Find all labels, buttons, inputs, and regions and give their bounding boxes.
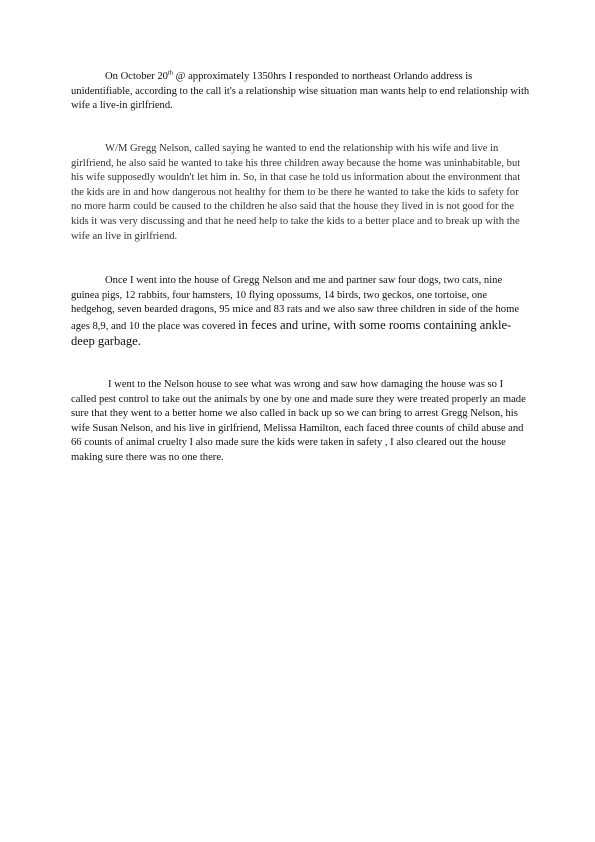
paragraph-call-details: [71, 70, 531, 114]
paragraph-actions-taken-text: I went to the Nelson house to see what was wrong and saw how damaging the house was so I called pest control to take out the animals by one by one and made sure they were treated properly an made sure that they went to a better home we also called in back up so we can bring to arrest Gregg Nelson, his wife Susan Nelson, and his live in girlfriend, Melissa Hamilton, each faced three counts of child abuse and 66 counts of animal cruelty I also made sure the kids were taken in safety , I also cleared out the house making sure there was no one there.: [71, 379, 526, 463]
paragraph-house-findings: [71, 274, 531, 351]
ordinal-suffix: th: [167, 69, 174, 77]
paragraph-actions-taken: [71, 378, 531, 466]
paragraph-caller-statement-text: W/M Gregg Nelson, called saying he wanted to end the relationship with his wife and live in girlfriend, he also said he wanted to take his three children away because the home was uninhabitable, but his wife supposedly wouldn't let him in. So, in that case he told us information about the environment that the kids are in and how dangerous not healthy for them to be there he wanted to take the kids to safety for no more harm could be caused to the children he also said that the house they lived in is not good for the kids it was very discussing and that he need help to take the kids to a better place and to break up with the wife an live in girlfriend.: [71, 143, 521, 242]
paragraph-call-details-text-a: On October 20: [105, 71, 168, 82]
paragraph-caller-statement: [71, 142, 531, 244]
paragraph-call-details-text-b: @ approximately 1350hrs I responded to northeast Orlando address is unidentifiable, according to the call it's a relationship wise situation man wants help to end relationship with wife a live-in girlfriend.: [71, 71, 530, 112]
paragraph-house-findings-text-b: in feces and urine, with some rooms containing ankle-deep garbage.: [71, 317, 512, 349]
paragraph-house-findings-text-a: Once I went into the house of Gregg Nelson and me and partner saw four dogs, two cats, nine guinea pigs, 12 rabbits, four hamsters, 10 flying opossums, 14 birds, two geckos, one tortoise, one hedgehog, seven bearded dragons, 95 mice and 83 rats and we also saw three children in side of the home ages 8,9, and 10 the place was covered: [71, 275, 520, 332]
